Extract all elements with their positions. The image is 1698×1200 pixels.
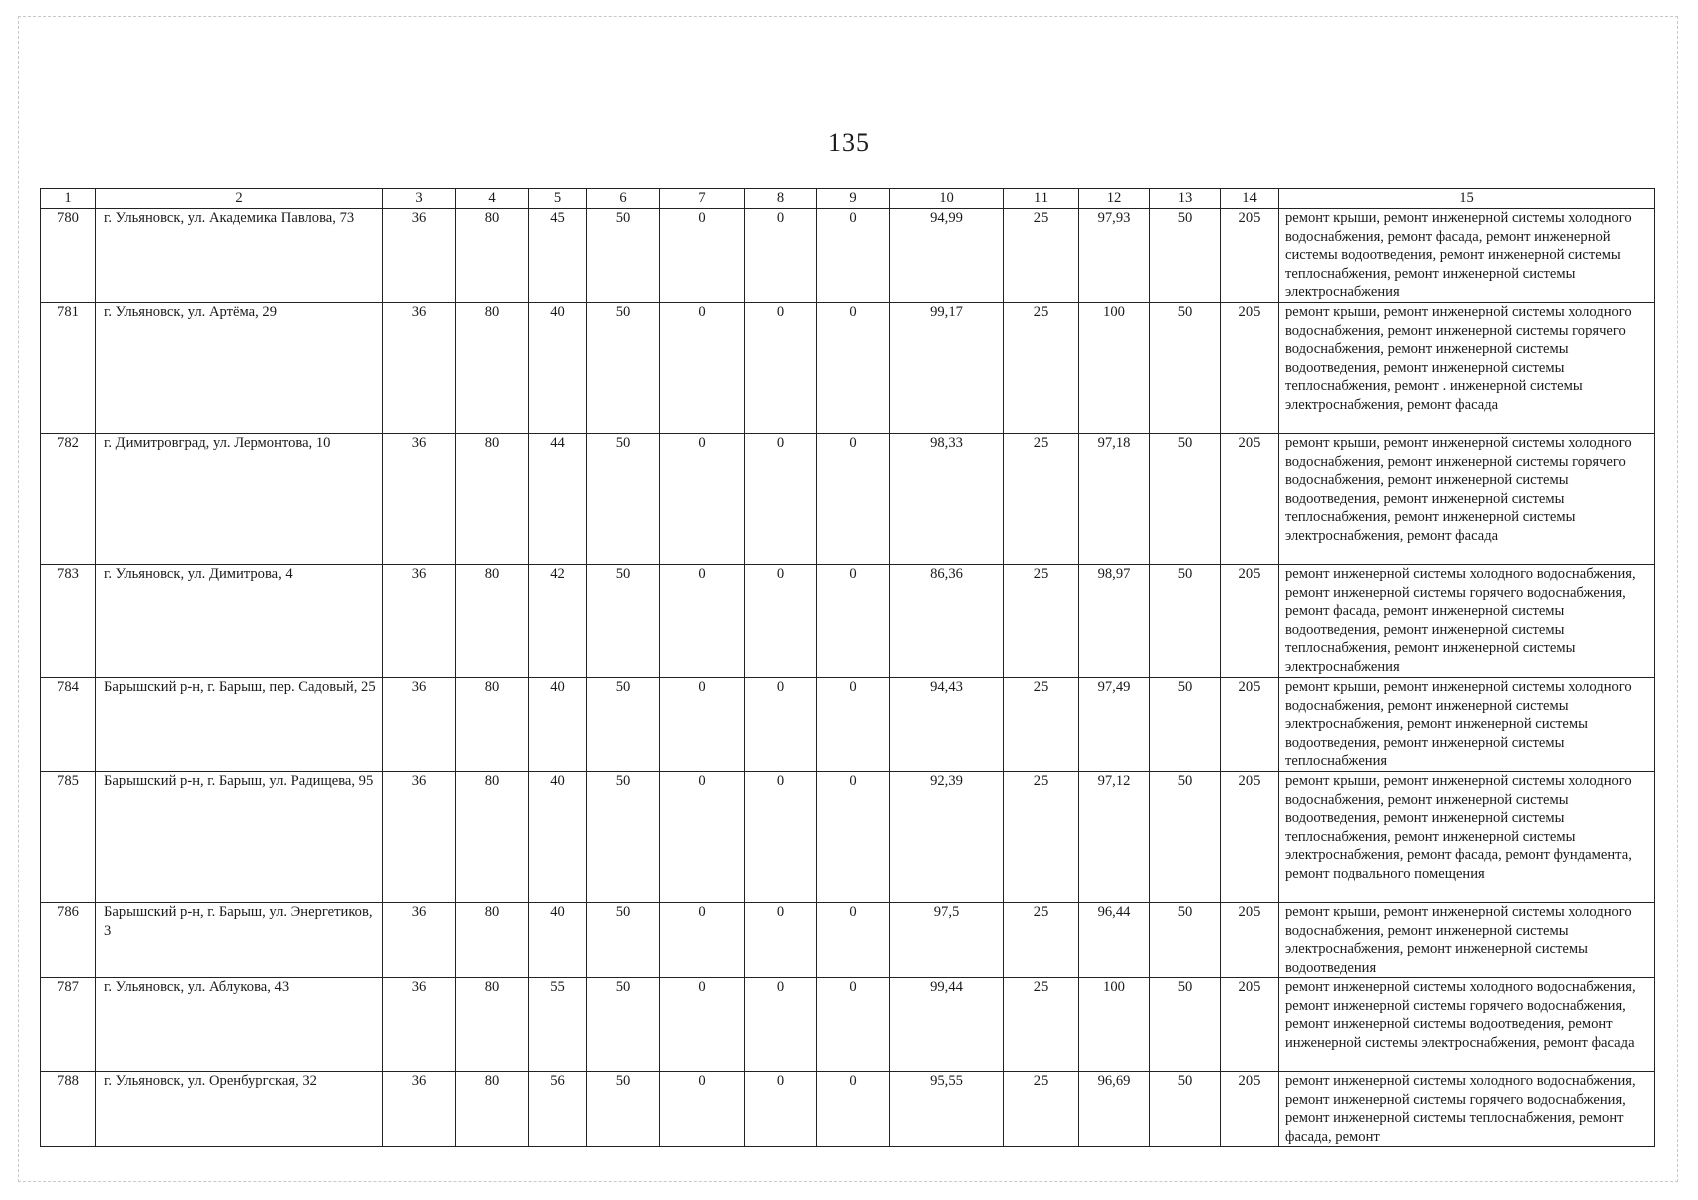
table-row [41, 303, 1655, 434]
column-header: 4 [456, 189, 529, 209]
cell-col-3: 36 [383, 565, 456, 678]
table-row [41, 434, 1655, 565]
page-number: 135 [828, 128, 870, 157]
cell-col-3: 36 [383, 303, 456, 434]
cell-col-6: 50 [587, 772, 660, 903]
column-header: 9 [817, 189, 890, 209]
cell-col-7: 0 [660, 209, 745, 303]
cell-address: г. Ульяновск, ул. Димитрова, 4 [96, 565, 383, 678]
cell-row-number: 783 [41, 565, 96, 678]
cell-col-14: 205 [1221, 678, 1279, 772]
cell-col-3: 36 [383, 903, 456, 978]
cell-col-13: 50 [1150, 303, 1221, 434]
cell-col-14: 205 [1221, 1072, 1279, 1147]
cell-col-6: 50 [587, 565, 660, 678]
cell-col-10: 98,33 [890, 434, 1004, 565]
cell-col-7: 0 [660, 678, 745, 772]
cell-col-14: 205 [1221, 903, 1279, 978]
cell-col-9: 0 [817, 678, 890, 772]
cell-col-13: 50 [1150, 772, 1221, 903]
cell-col-6: 50 [587, 903, 660, 978]
cell-col-9: 0 [817, 434, 890, 565]
cell-col-4: 80 [456, 565, 529, 678]
cell-col-4: 80 [456, 1072, 529, 1147]
cell-col-4: 80 [456, 434, 529, 565]
cell-col-8: 0 [745, 772, 817, 903]
cell-row-number: 784 [41, 678, 96, 772]
cell-col-6: 50 [587, 978, 660, 1072]
cell-col-13: 50 [1150, 978, 1221, 1072]
cell-col-13: 50 [1150, 1072, 1221, 1147]
cell-col-5: 40 [529, 772, 587, 903]
column-header: 1 [41, 189, 96, 209]
cell-col-11: 25 [1004, 978, 1079, 1072]
table-row [41, 565, 1655, 678]
cell-col-14: 205 [1221, 209, 1279, 303]
cell-address: г. Димитровград, ул. Лермонтова, 10 [96, 434, 383, 565]
cell-col-7: 0 [660, 772, 745, 903]
cell-col-5: 40 [529, 678, 587, 772]
cell-col-14: 205 [1221, 565, 1279, 678]
column-header: 3 [383, 189, 456, 209]
cell-col-8: 0 [745, 1072, 817, 1147]
cell-col-8: 0 [745, 678, 817, 772]
cell-col-8: 0 [745, 209, 817, 303]
cell-col-6: 50 [587, 209, 660, 303]
cell-col-5: 55 [529, 978, 587, 1072]
cell-col-5: 44 [529, 434, 587, 565]
column-header: 13 [1150, 189, 1221, 209]
cell-col-3: 36 [383, 678, 456, 772]
cell-col-6: 50 [587, 303, 660, 434]
cell-address: г. Ульяновск, ул. Академика Павлова, 73 [96, 209, 383, 303]
cell-row-number: 786 [41, 903, 96, 978]
table-row [41, 1072, 1655, 1147]
cell-col-14: 205 [1221, 303, 1279, 434]
cell-col-10: 99,17 [890, 303, 1004, 434]
cell-col-3: 36 [383, 209, 456, 303]
cell-col-3: 36 [383, 434, 456, 565]
cell-col-4: 80 [456, 303, 529, 434]
table-row [41, 209, 1655, 303]
cell-col-12: 96,69 [1079, 1072, 1150, 1147]
cell-col-6: 50 [587, 434, 660, 565]
cell-col-7: 0 [660, 1072, 745, 1147]
cell-col-13: 50 [1150, 434, 1221, 565]
cell-address: г. Ульяновск, ул. Оренбургская, 32 [96, 1072, 383, 1147]
cell-col-9: 0 [817, 565, 890, 678]
cell-col-12: 96,44 [1079, 903, 1150, 978]
cell-col-11: 25 [1004, 903, 1079, 978]
column-header: 6 [587, 189, 660, 209]
cell-row-number: 780 [41, 209, 96, 303]
cell-col-14: 205 [1221, 772, 1279, 903]
cell-repair-works: ремонт крыши, ремонт инженерной системы холодного водоснабжения, ремонт инженерной системы электроснабжения, ремонт инженерной системы водоотведения [1279, 903, 1655, 978]
header-row [41, 189, 1655, 209]
cell-col-7: 0 [660, 434, 745, 565]
column-header: 10 [890, 189, 1004, 209]
cell-col-10: 92,39 [890, 772, 1004, 903]
cell-col-13: 50 [1150, 903, 1221, 978]
column-header: 11 [1004, 189, 1079, 209]
cell-col-11: 25 [1004, 209, 1079, 303]
table-row [41, 903, 1655, 978]
table-row [41, 678, 1655, 772]
cell-row-number: 782 [41, 434, 96, 565]
cell-repair-works: ремонт крыши, ремонт инженерной системы холодного водоснабжения, ремонт фасада, ремонт инженерной системы водоотведения, ремонт инженерной системы теплоснабжения, ремонт инженерной системы электроснабжения [1279, 209, 1655, 303]
cell-col-10: 95,55 [890, 1072, 1004, 1147]
cell-col-10: 94,43 [890, 678, 1004, 772]
cell-col-3: 36 [383, 772, 456, 903]
cell-col-11: 25 [1004, 772, 1079, 903]
cell-col-8: 0 [745, 303, 817, 434]
table-row [41, 772, 1655, 903]
cell-col-7: 0 [660, 903, 745, 978]
cell-row-number: 787 [41, 978, 96, 1072]
cell-col-4: 80 [456, 978, 529, 1072]
cell-col-12: 97,12 [1079, 772, 1150, 903]
cell-col-11: 25 [1004, 1072, 1079, 1147]
cell-address: Барышский р-н, г. Барыш, ул. Энергетиков, 3 [96, 903, 383, 978]
cell-col-8: 0 [745, 978, 817, 1072]
cell-col-9: 0 [817, 772, 890, 903]
cell-col-11: 25 [1004, 678, 1079, 772]
column-header: 8 [745, 189, 817, 209]
cell-col-5: 40 [529, 903, 587, 978]
cell-row-number: 781 [41, 303, 96, 434]
cell-col-5: 42 [529, 565, 587, 678]
cell-col-14: 205 [1221, 434, 1279, 565]
cell-col-9: 0 [817, 303, 890, 434]
data-table [40, 188, 1655, 1147]
cell-col-4: 80 [456, 903, 529, 978]
cell-col-13: 50 [1150, 678, 1221, 772]
table-body [41, 209, 1655, 1147]
cell-col-7: 0 [660, 565, 745, 678]
cell-col-7: 0 [660, 978, 745, 1072]
cell-col-4: 80 [456, 772, 529, 903]
column-header: 15 [1279, 189, 1655, 209]
cell-col-10: 86,36 [890, 565, 1004, 678]
cell-col-9: 0 [817, 209, 890, 303]
cell-repair-works: ремонт крыши, ремонт инженерной системы холодного водоснабжения, ремонт инженерной системы электроснабжения, ремонт инженерной системы водоотведения, ремонт инженерной системы теплоснабжения [1279, 678, 1655, 772]
cell-col-13: 50 [1150, 209, 1221, 303]
cell-col-12: 97,93 [1079, 209, 1150, 303]
cell-col-6: 50 [587, 1072, 660, 1147]
cell-col-6: 50 [587, 678, 660, 772]
cell-repair-works: ремонт инженерной системы холодного водоснабжения, ремонт инженерной системы горячего водоснабжения, ремонт инженерной системы теплоснабжения, ремонт фасада, ремонт [1279, 1072, 1655, 1147]
cell-repair-works: ремонт инженерной системы холодного водоснабжения, ремонт инженерной системы горячего водоснабжения, ремонт инженерной системы водоотведения, ремонт инженерной системы электроснабжения, ремонт фасада [1279, 978, 1655, 1072]
cell-repair-works: ремонт крыши, ремонт инженерной системы холодного водоснабжения, ремонт инженерной системы горячего водоснабжения, ремонт инженерной системы водоотведения, ремонт инженерной системы теплоснабжения, ремонт . инженерной системы электроснабжения, ремонт фасада [1279, 303, 1655, 434]
cell-col-4: 80 [456, 209, 529, 303]
table-row [41, 978, 1655, 1072]
cell-col-8: 0 [745, 565, 817, 678]
cell-col-11: 25 [1004, 434, 1079, 565]
cell-address: Барышский р-н, г. Барыш, пер. Садовый, 25 [96, 678, 383, 772]
cell-row-number: 785 [41, 772, 96, 903]
cell-col-10: 94,99 [890, 209, 1004, 303]
cell-repair-works: ремонт инженерной системы холодного водоснабжения, ремонт инженерной системы горячего водоснабжения, ремонт фасада, ремонт инженерной системы водоотведения, ремонт инженерной системы теплоснабжения, ремонт инженерной системы электроснабжения [1279, 565, 1655, 678]
cell-address: г. Ульяновск, ул. Артёма, 29 [96, 303, 383, 434]
cell-col-11: 25 [1004, 303, 1079, 434]
cell-repair-works: ремонт крыши, ремонт инженерной системы холодного водоснабжения, ремонт инженерной системы водоотведения, ремонт инженерной системы теплоснабжения, ремонт инженерной системы электроснабжения, ремонт фасада, ремонт фундамента, ремонт подвального помещения [1279, 772, 1655, 903]
cell-col-4: 80 [456, 678, 529, 772]
column-header: 5 [529, 189, 587, 209]
cell-col-13: 50 [1150, 565, 1221, 678]
cell-col-9: 0 [817, 1072, 890, 1147]
cell-col-12: 100 [1079, 303, 1150, 434]
cell-col-9: 0 [817, 903, 890, 978]
column-header: 7 [660, 189, 745, 209]
column-header: 2 [96, 189, 383, 209]
cell-col-3: 36 [383, 1072, 456, 1147]
column-header: 14 [1221, 189, 1279, 209]
cell-col-8: 0 [745, 903, 817, 978]
cell-col-5: 56 [529, 1072, 587, 1147]
cell-repair-works: ремонт крыши, ремонт инженерной системы холодного водоснабжения, ремонт инженерной системы горячего водоснабжения, ремонт инженерной системы водоотведения, ремонт инженерной системы теплоснабжения, ремонт инженерной системы электроснабжения, ремонт фасада [1279, 434, 1655, 565]
cell-col-12: 98,97 [1079, 565, 1150, 678]
cell-col-8: 0 [745, 434, 817, 565]
cell-col-3: 36 [383, 978, 456, 1072]
cell-address: Барышский р-н, г. Барыш, ул. Радищева, 95 [96, 772, 383, 903]
cell-col-5: 45 [529, 209, 587, 303]
column-header: 12 [1079, 189, 1150, 209]
cell-col-5: 40 [529, 303, 587, 434]
cell-col-10: 99,44 [890, 978, 1004, 1072]
cell-col-12: 97,49 [1079, 678, 1150, 772]
cell-col-9: 0 [817, 978, 890, 1072]
cell-col-11: 25 [1004, 565, 1079, 678]
cell-address: г. Ульяновск, ул. Аблукова, 43 [96, 978, 383, 1072]
cell-col-14: 205 [1221, 978, 1279, 1072]
cell-row-number: 788 [41, 1072, 96, 1147]
cell-col-12: 97,18 [1079, 434, 1150, 565]
cell-col-12: 100 [1079, 978, 1150, 1072]
cell-col-10: 97,5 [890, 903, 1004, 978]
cell-col-7: 0 [660, 303, 745, 434]
